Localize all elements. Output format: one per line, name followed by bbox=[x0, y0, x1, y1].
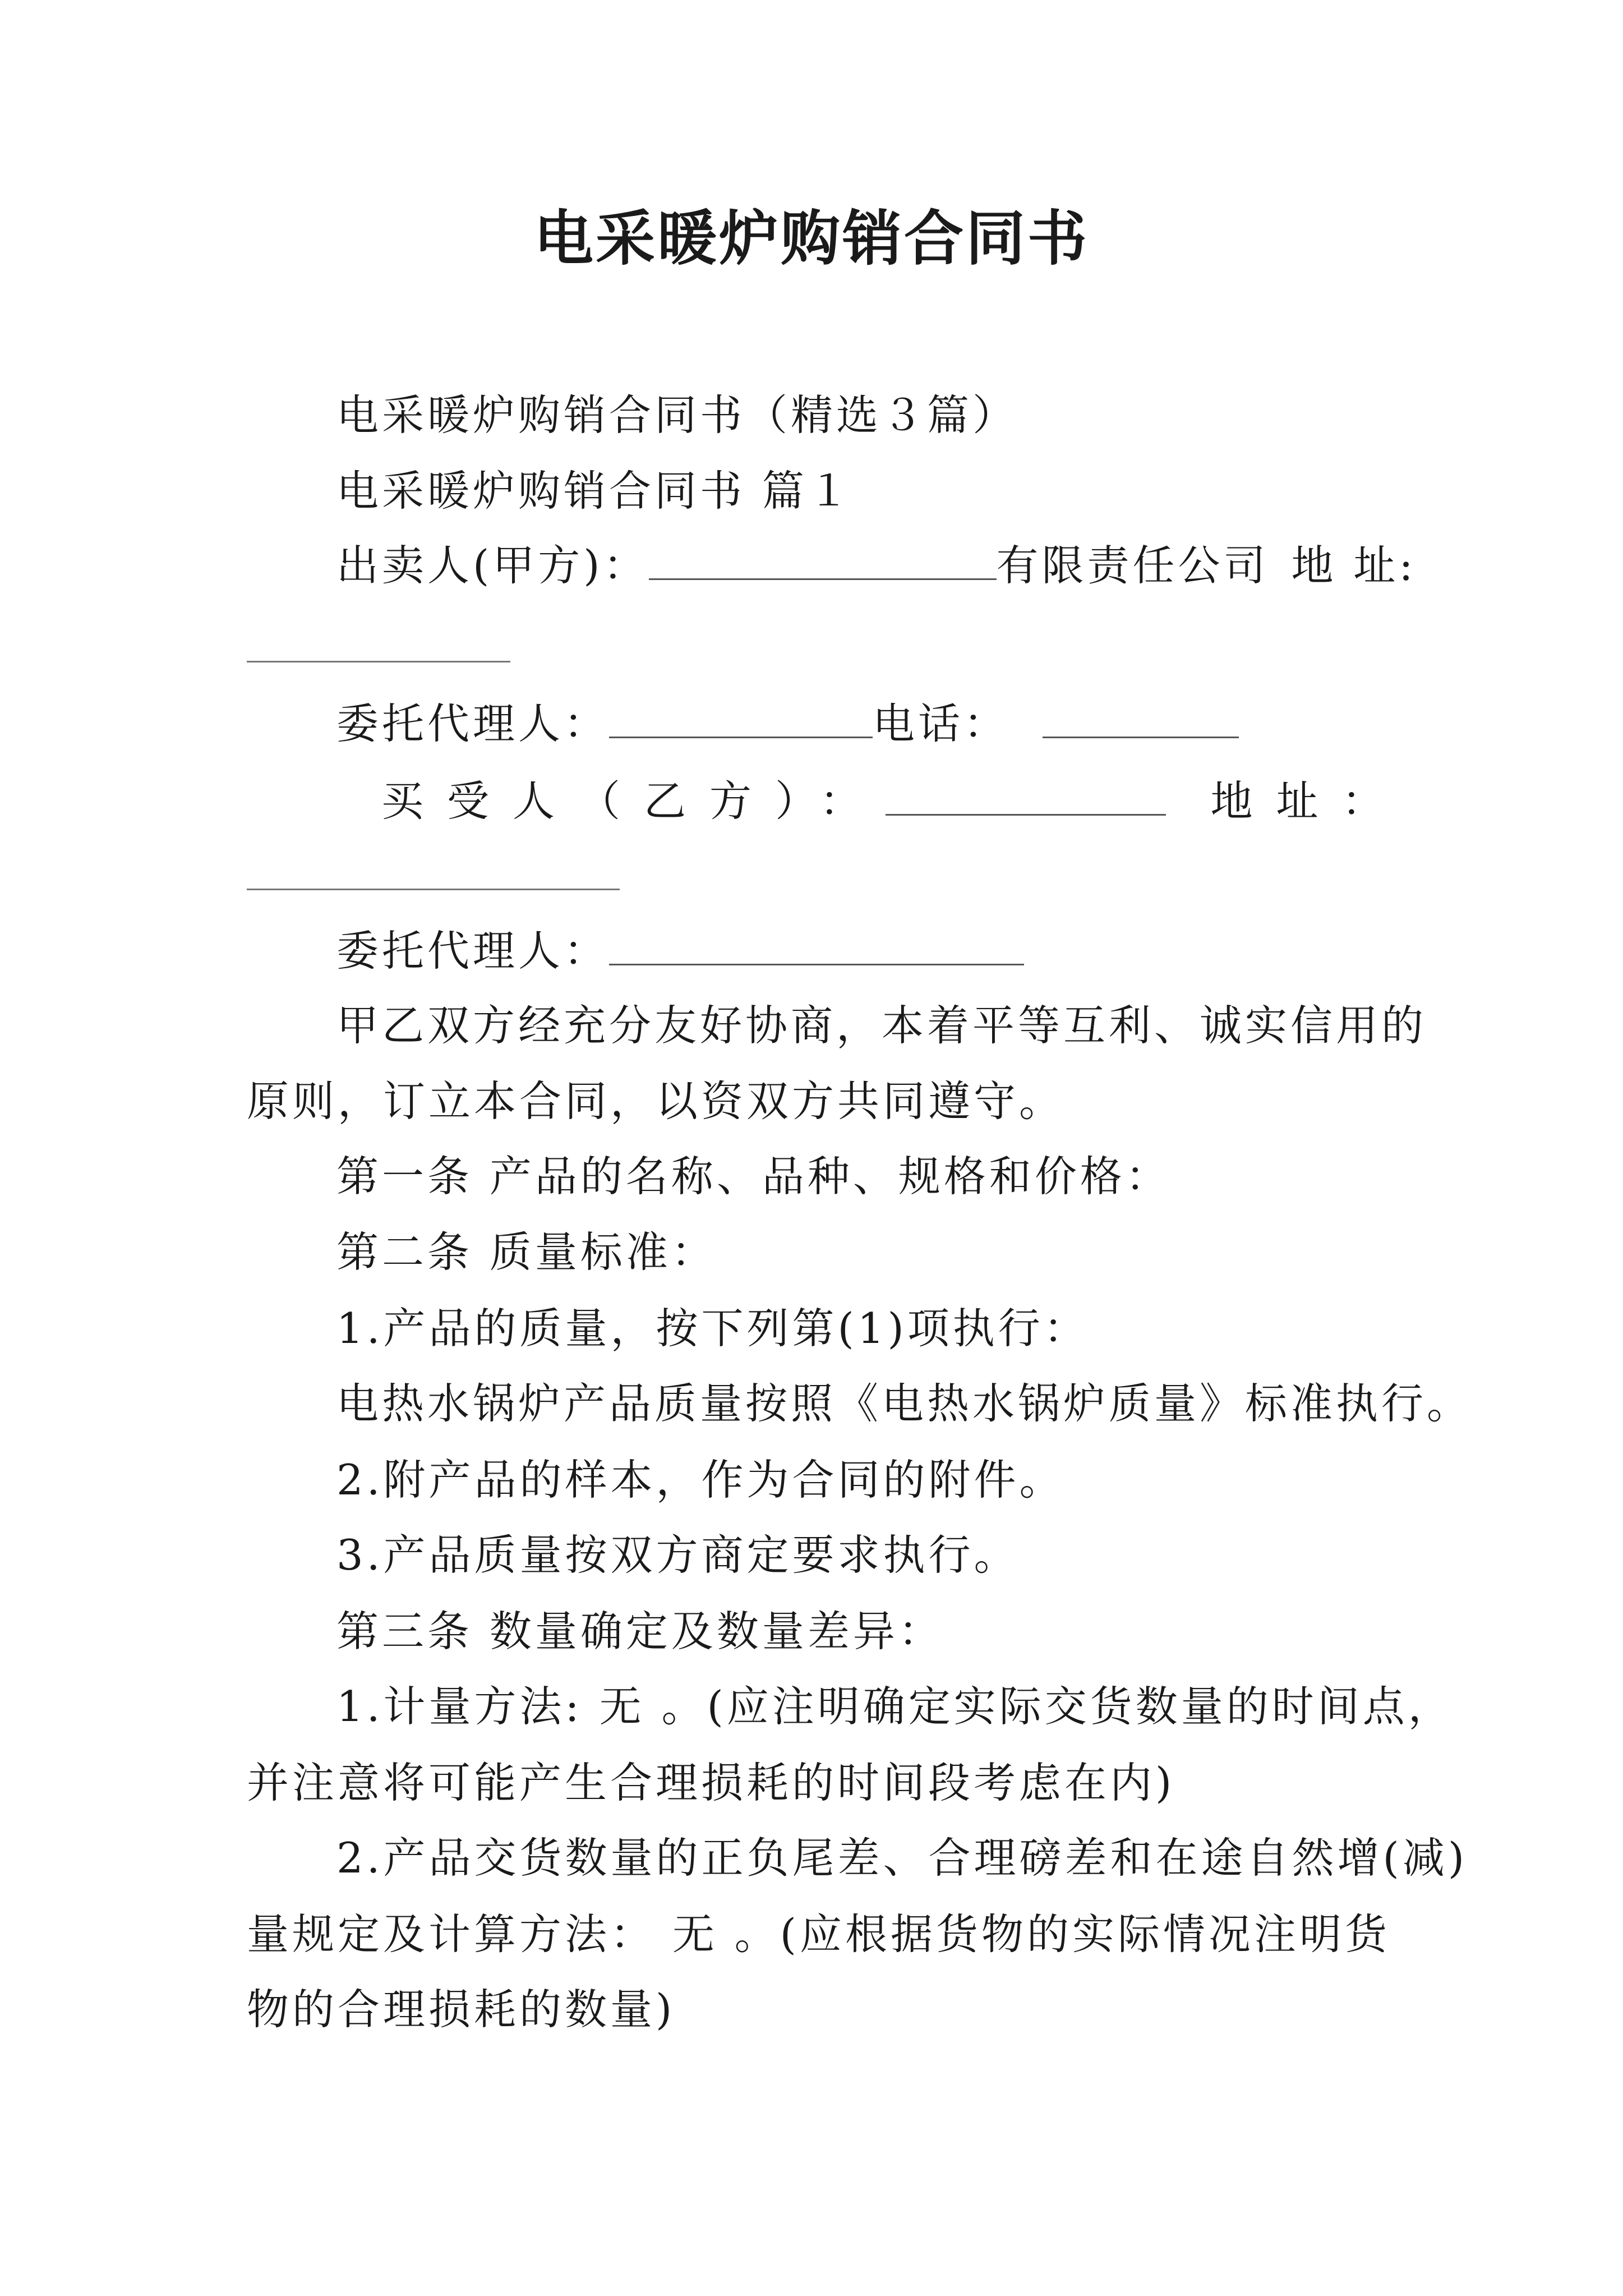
seller-phone-blank[interactable] bbox=[1043, 703, 1239, 738]
buyer-blank[interactable] bbox=[886, 780, 1166, 816]
seller-agent-label: 委托代理人： bbox=[336, 699, 610, 748]
seller-agent-line bbox=[336, 696, 1239, 752]
section-heading: 电采暖炉购销合同书 篇１ bbox=[336, 466, 853, 516]
document-title: 电采暖炉购销合同书 bbox=[534, 203, 1089, 273]
buyer-label: 买受人（乙方）： bbox=[381, 776, 886, 826]
paragraph-line: 3.产品质量按双方商定要求执行。 bbox=[336, 1530, 1020, 1580]
paragraph-line: 2.附产品的样本，作为合同的附件。 bbox=[336, 1455, 1065, 1504]
subtitle: 电采暖炉购销合同书（精选３篇） bbox=[336, 390, 1018, 440]
buyer-agent-blank[interactable] bbox=[609, 930, 1024, 965]
seller-company-suffix: 有限责任公司 bbox=[996, 541, 1269, 590]
buyer-agent-line bbox=[336, 923, 1024, 979]
seller-label: 出卖人(甲方)： bbox=[336, 541, 649, 590]
seller-address-blank[interactable] bbox=[247, 661, 510, 662]
paragraph-line: 甲乙双方经充分友好协商，本着平等互利、诚实信用的 bbox=[336, 1001, 1427, 1050]
seller-agent-blank[interactable] bbox=[609, 703, 873, 738]
paragraph-line: 电热水锅炉产品质量按照《电热水锅炉质量》标准执行。 bbox=[336, 1379, 1473, 1428]
seller-phone-label: 电话： bbox=[873, 699, 1009, 748]
paragraph-line: 物的合理损耗的数量) bbox=[247, 1985, 676, 2034]
paragraph-line: 量规定及计算方法： 无 。(应根据货物的实际情况注明货 bbox=[247, 1910, 1390, 1959]
buyer-line bbox=[381, 773, 1408, 829]
article-heading: 第一条 产品的名称、品种、规格和价格： bbox=[336, 1152, 1171, 1201]
seller-line bbox=[336, 537, 1417, 593]
seller-address-label: 地 址: bbox=[1291, 541, 1417, 590]
paragraph-line: 原则，订立本合同，以资双方共同遵守。 bbox=[247, 1076, 1065, 1126]
paragraph-line: 2.产品交货数量的正负尾差、合理磅差和在途自然增(减) bbox=[336, 1833, 1468, 1883]
buyer-address-label: 地址： bbox=[1210, 776, 1408, 826]
article-heading: 第三条 数量确定及数量差异： bbox=[336, 1607, 944, 1656]
buyer-address-blank[interactable] bbox=[247, 889, 620, 890]
paragraph-line: 并注意将可能产生合理损耗的时间段考虑在内) bbox=[247, 1758, 1175, 1807]
article-heading: 第二条 质量标准： bbox=[336, 1227, 717, 1277]
paragraph-line: 1.计量方法: 无 。(应注明确定实际交货数量的时间点， bbox=[336, 1682, 1454, 1731]
seller-company-blank[interactable] bbox=[649, 545, 997, 580]
buyer-agent-label: 委托代理人： bbox=[336, 926, 610, 976]
paragraph-line: 1.产品的质量，按下列第(1)项执行： bbox=[336, 1304, 1089, 1353]
